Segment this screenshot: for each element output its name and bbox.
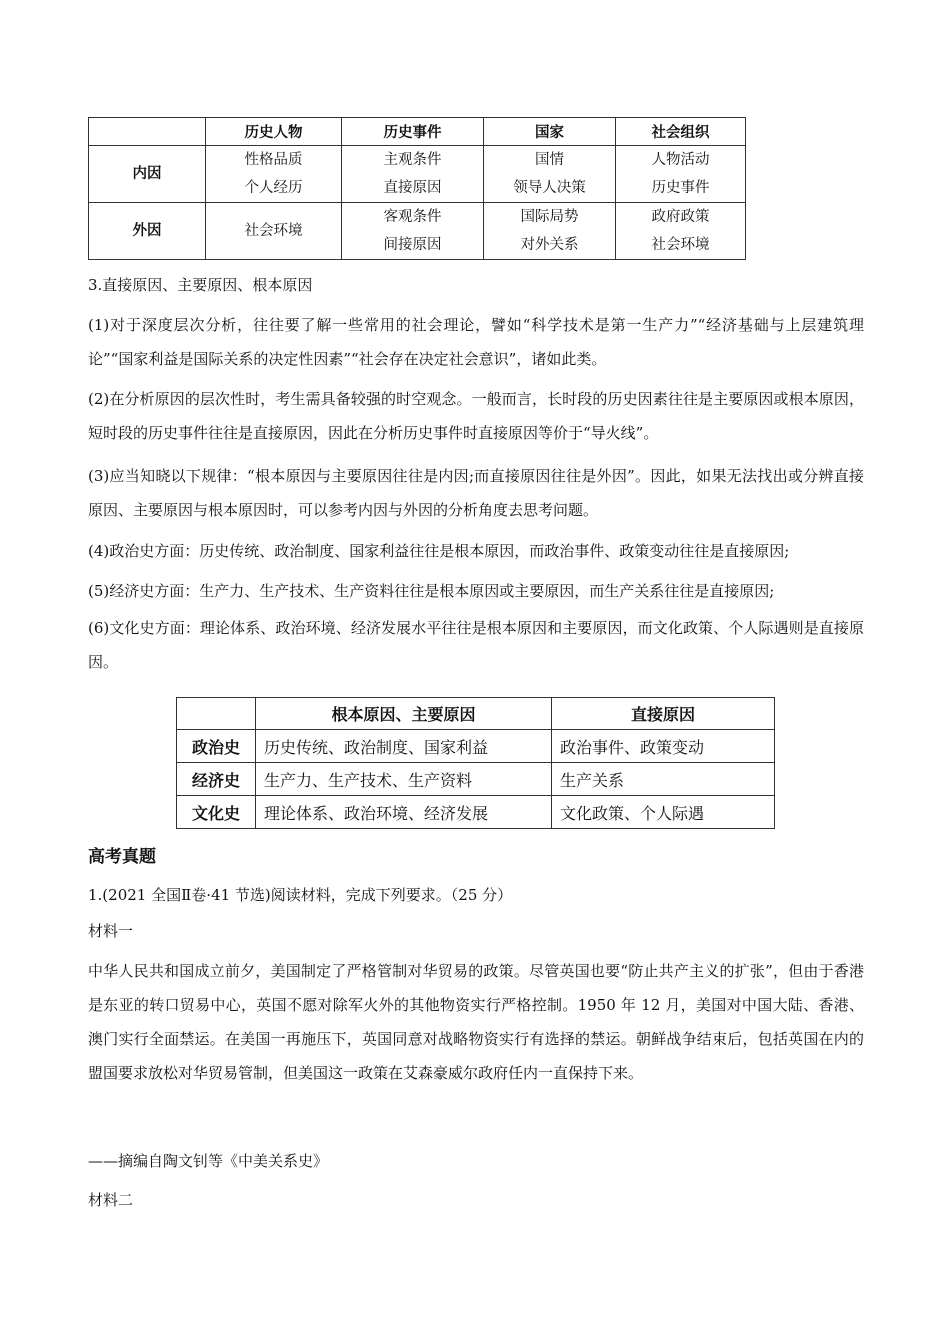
row-label-cultural: 文化史	[177, 796, 256, 829]
table-cell	[206, 203, 342, 260]
cell-line: 个人经历	[244, 180, 303, 196]
cell-line: 社会环境	[651, 237, 710, 253]
material-1-source: ——摘编自陶文钊等《中美关系史》	[88, 1152, 329, 1170]
cell-line: 社会环境	[244, 223, 303, 239]
material-1-text: 中华人民共和国成立前夕，美国制定了严格管制对华贸易的政策。尽管英国也要“防止共产主义的扩张”，但由于香港是东亚的转口贸易中心，英国不愿对除军火外的其他物资实行严格控制。1950 年 12 月，美国对中国大陆、香港、澳门实行全面禁运。在美国一再施压下，英国同意对战略物资实行有选择的禁运。朝鲜战争结束后，包括英国在内的盟国要求放松对华贸易管制，但美国这一政策在艾森豪威尔政府任内一直保持下来。	[88, 962, 864, 1082]
factor-table-header	[89, 118, 746, 146]
cell-line: 政府政策	[651, 209, 710, 225]
row-label-political: 政治史	[177, 730, 256, 763]
paragraph-5: (5)经济史方面：生产力、生产技术、生产资料往往是根本原因或主要原因，而生产关系往往是直接原因;	[88, 582, 775, 600]
question-text: 1.(2021 全国Ⅱ卷·41 节选)阅读材料，完成下列要求。（25 分）	[88, 886, 513, 904]
material-1-label: 材料一	[88, 922, 134, 940]
material-2-label: 材料二	[88, 1191, 134, 1209]
table-cell: 生产关系	[552, 763, 775, 796]
cause-table-corner	[177, 698, 256, 730]
row-label-economic: 经济史	[177, 763, 256, 796]
table-cell	[342, 203, 484, 260]
cell-line: 间接原因	[383, 237, 442, 253]
table-cell: 政治事件、政策变动	[552, 730, 775, 763]
header-direct-cause: 直接原因	[552, 698, 775, 730]
header-social-organization: 社会组织	[616, 118, 746, 146]
paragraph-6: (6)文化史方面：理论体系、政治环境、经济发展水平往往是根本原因和主要原因，而文化政策、个人际遇则是直接原因。	[88, 619, 864, 671]
table-cell	[206, 146, 342, 203]
header-historical-event: 历史事件	[342, 118, 484, 146]
cell-line: 直接原因	[383, 180, 442, 196]
paragraph-4: (4)政治史方面：历史传统、政治制度、国家利益往往是根本原因，而政治事件、政策变动往往是直接原因;	[88, 542, 790, 560]
cell-line: 客观条件	[383, 209, 442, 225]
factor-table	[88, 117, 746, 260]
table-cell: 理论体系、政治环境、经济发展	[256, 796, 552, 829]
table-cell: 生产力、生产技术、生产资料	[256, 763, 552, 796]
table-row	[177, 763, 775, 796]
section-title: 3.直接原因、主要原因、根本原因	[88, 276, 313, 294]
paragraph-1: (1)对于深度层次分析，往往要了解一些常用的社会理论，譬如“科学技术是第一生产力”“经济基础与上层建筑理论”“国家利益是国际关系的决定性因素”“社会存在决定社会意识”，诸如此类。	[88, 316, 864, 368]
paragraph-2: (2)在分析原因的层次性时，考生需具备较强的时空观念。一般而言，长时段的历史因素往往是主要原因或根本原因，短时段的历史事件往往是直接原因，因此在分析历史事件时直接原因等价于“导火线”。	[88, 390, 864, 442]
cell-line: 主观条件	[383, 152, 442, 168]
table-cell	[484, 203, 616, 260]
table-cell	[616, 203, 746, 260]
paragraph-3: (3)应当知晓以下规律：“根本原因与主要原因往往是内因;而直接原因往往是外因”。因此，如果无法找出或分辨直接原因、主要原因与根本原因时，可以参考内因与外因的分析角度去思考问题。	[88, 467, 864, 519]
cell-line: 人物活动	[651, 152, 710, 168]
factor-table-corner	[89, 118, 206, 146]
cell-line: 历史事件	[651, 180, 710, 196]
table-cell	[342, 146, 484, 203]
table-cell: 历史传统、政治制度、国家利益	[256, 730, 552, 763]
table-row	[177, 796, 775, 829]
table-cell: 文化政策、个人际遇	[552, 796, 775, 829]
cause-table-header	[177, 698, 775, 730]
table-row	[177, 730, 775, 763]
row-label-external: 外因	[89, 203, 206, 260]
cell-line: 领导人决策	[513, 180, 586, 196]
table-cell	[616, 146, 746, 203]
table-row-external	[89, 203, 746, 260]
section-heading: 高考真题	[88, 847, 156, 867]
cell-line: 对外关系	[520, 237, 579, 253]
header-root-cause: 根本原因、主要原因	[256, 698, 552, 730]
row-label-internal: 内因	[89, 146, 206, 203]
cell-line: 性格品质	[244, 152, 303, 168]
cell-line: 国际局势	[520, 209, 579, 225]
cause-table	[176, 697, 775, 829]
header-country: 国家	[484, 118, 616, 146]
table-cell	[484, 146, 616, 203]
header-historical-figure: 历史人物	[206, 118, 342, 146]
table-row-internal	[89, 146, 746, 203]
cell-line: 国情	[535, 152, 564, 168]
